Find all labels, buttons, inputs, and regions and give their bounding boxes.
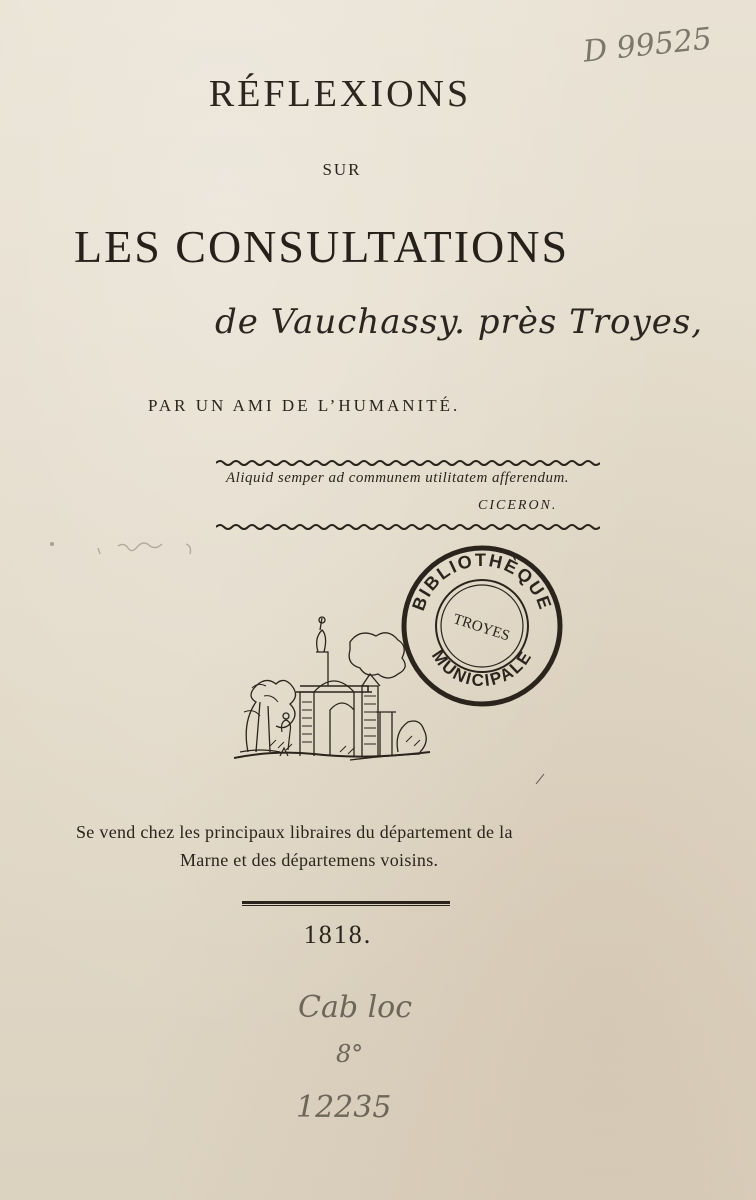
svg-text:BIBLIOTHÈQUE: BIBLIOTHÈQUE (408, 549, 556, 614)
pencil-shelfmark-line-3: 12235 (296, 1090, 392, 1125)
title-reflexions: RÉFLEXIONS (208, 73, 472, 115)
pencil-shelfmark-line-2: 8° (336, 1040, 364, 1068)
publisher-line-2: Marne et des départemens voisins. (180, 850, 439, 870)
publication-year: 1818. (303, 920, 373, 949)
ornamental-rule-top (216, 458, 600, 468)
faded-mark-icon (46, 538, 216, 558)
latin-motto: Aliquid semper ad communem utilitatem afferendum. (226, 470, 570, 486)
ornamental-rule-bottom (216, 522, 600, 532)
ruins-engraving-icon (230, 612, 434, 770)
author-byline: PAR UN AMI DE L’HUMANITÉ. (148, 396, 461, 415)
pencil-shelfmark-line-1: Cab loc (298, 990, 413, 1025)
handwritten-addition: de Vauchassy. près Troyes, (215, 302, 704, 342)
pencil-catalog-code: D 99525 (581, 21, 714, 70)
stamp-inner-text: TROYES (451, 611, 512, 645)
svg-text:MUNICIPALE: MUNICIPALE (427, 646, 536, 691)
publisher-note (76, 818, 606, 874)
title-consultations: LES CONSULTATIONS (74, 221, 570, 272)
double-rule (242, 901, 450, 906)
title-sur: SUR (322, 160, 362, 179)
publisher-line-1: Se vend chez les principaux libraires du département de la (76, 822, 513, 842)
scratch-mark-icon (534, 772, 546, 786)
motto-author: CICERON. (478, 498, 558, 513)
